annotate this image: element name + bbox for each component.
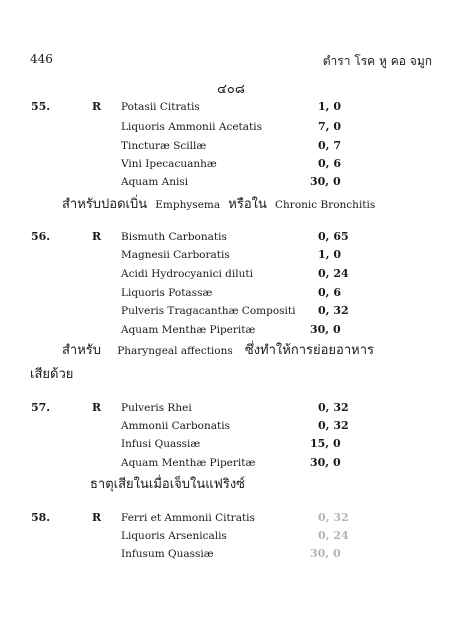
- ingredient-dose: 30, 0: [310, 175, 341, 188]
- thai-text: หรือใน: [228, 197, 267, 212]
- ingredient-dose: 7, 0: [318, 120, 341, 133]
- prescription-number: 55.: [31, 100, 51, 113]
- ingredient-dose: 1, 0: [318, 100, 341, 113]
- usage-note: [62, 339, 374, 360]
- rx-symbol: R: [92, 100, 102, 113]
- latin-text: Chronic Bronchitis: [275, 199, 376, 211]
- ingredient-name: Pulveris Rhei: [121, 402, 192, 414]
- ingredient-dose: 0, 7: [318, 139, 341, 152]
- prescription-number: 57.: [31, 401, 51, 414]
- usage-note: [62, 193, 375, 214]
- ingredient-dose: 0, 32: [318, 304, 349, 317]
- ingredient-name: Infusum Quassiæ: [121, 548, 214, 560]
- ingredient-dose: 0, 32: [318, 401, 349, 414]
- ingredient-dose: 30, 0: [310, 456, 341, 469]
- ingredient-dose: 30, 0: [310, 547, 341, 560]
- ingredient-name: Ammonii Carbonatis: [121, 420, 230, 432]
- ingredient-name: Bismuth Carbonatis: [121, 231, 227, 243]
- ingredient-dose: 0, 32: [318, 419, 349, 432]
- ingredient-name: Liquoris Ammonii Acetatis: [121, 121, 262, 133]
- thai-text: สำหรับ: [62, 343, 102, 358]
- latin-text: Pharyngeal affections: [117, 345, 233, 357]
- ingredient-dose: 1, 0: [318, 248, 341, 261]
- page-number: 446: [30, 52, 53, 66]
- prescription-number: 56.: [31, 230, 51, 243]
- ingredient-name: Liquoris Arsenicalis: [121, 530, 227, 542]
- ingredient-dose: 30, 0: [310, 323, 341, 336]
- ingredient-dose: 0, 6: [318, 157, 341, 170]
- ingredient-dose: 15, 0: [310, 437, 341, 450]
- ingredient-name: Pulveris Tragacanthæ Compositi: [121, 305, 296, 317]
- ingredient-name: Ferri et Ammonii Citratis: [121, 512, 255, 524]
- thai-text: สำหรับปอดเบิ่น: [62, 197, 148, 212]
- ingredient-name: Tincturæ Scillæ: [121, 140, 207, 152]
- rx-symbol: R: [92, 230, 102, 243]
- running-title: ตำรา โรค หู คอ จมูก: [322, 54, 432, 68]
- ingredient-name: Vini Ipecacuanhæ: [121, 158, 217, 170]
- ingredient-name: Potasii Citratis: [121, 101, 200, 113]
- thai-page-number: ๔๐๘: [217, 82, 245, 97]
- ingredient-dose: 0, 32: [318, 511, 349, 524]
- usage-note: ธาตุเสียในเมื่อเจ็บในแฟริงซ์: [90, 477, 246, 492]
- rx-symbol: R: [92, 511, 102, 524]
- ingredient-name: Acidi Hydrocyanici diluti: [121, 268, 253, 280]
- ingredient-name: Aquam Anisi: [121, 176, 189, 188]
- ingredient-name: Liquoris Potassæ: [121, 287, 213, 299]
- ingredient-dose: 0, 65: [318, 230, 349, 243]
- ingredient-dose: 0, 6: [318, 286, 341, 299]
- ingredient-name: Aquam Menthæ Piperitæ: [121, 457, 256, 469]
- latin-text: Emphysema: [155, 199, 221, 211]
- prescription-number: 58.: [31, 511, 51, 524]
- ingredient-name: Infusi Quassiæ: [121, 438, 201, 450]
- ingredient-dose: 0, 24: [318, 529, 349, 542]
- ingredient-name: Magnesii Carboratis: [121, 249, 230, 261]
- thai-text: ซึ่งทำให้การย่อยอาหาร: [244, 343, 375, 358]
- ingredient-name: Aquam Menthæ Piperitæ: [121, 324, 256, 336]
- rx-symbol: R: [92, 401, 102, 414]
- usage-note-continued: เสียด้วย: [30, 367, 74, 382]
- ingredient-dose: 0, 24: [318, 267, 349, 280]
